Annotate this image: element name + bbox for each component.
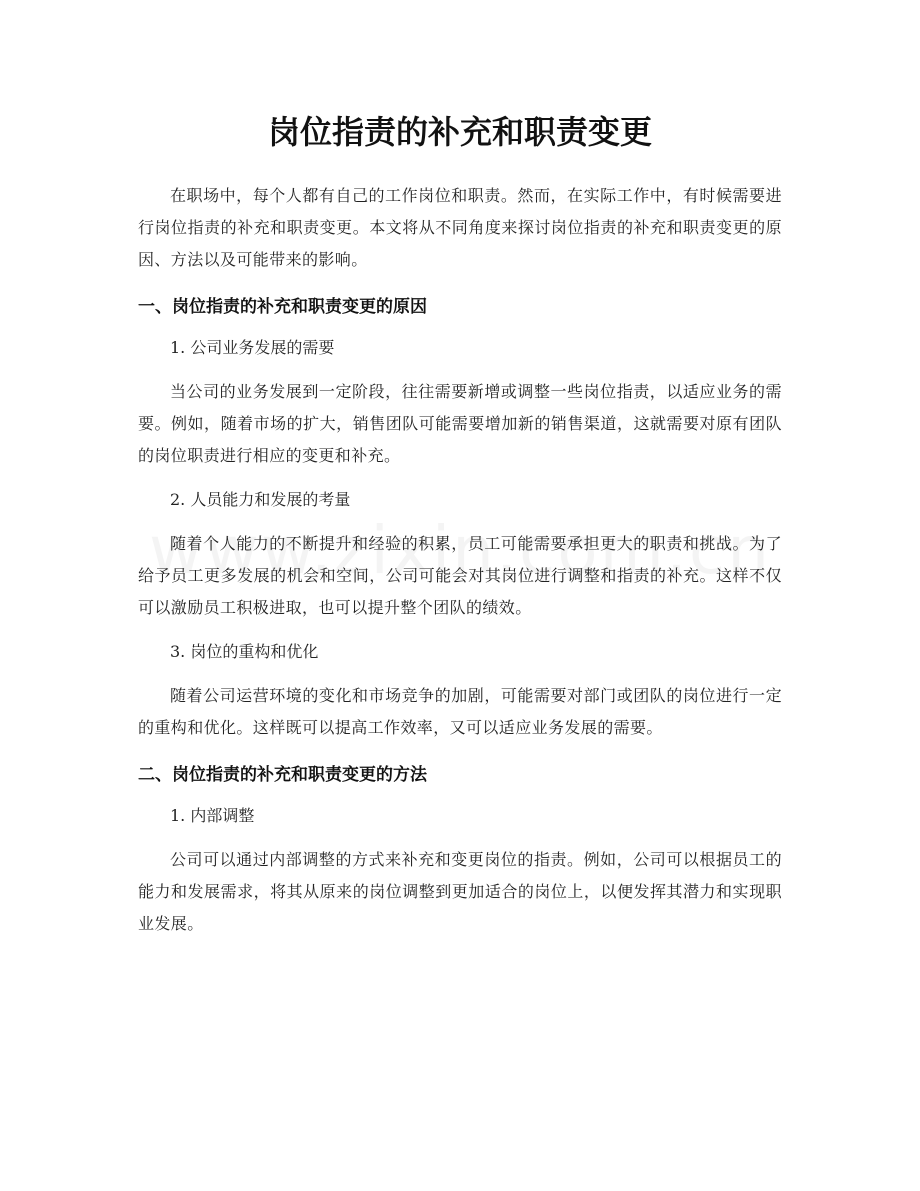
paragraph-2-1: 公司可以通过内部调整的方式来补充和变更岗位的指责。例如，公司可以根据员工的能力和发展需求，将其从原来的岗位调整到更加适合的岗位上，以便发挥其潜力和实现职业发展。	[138, 850, 782, 933]
paragraph-1-2: 随着个人能力的不断提升和经验的积累，员工可能需要承担更大的职责和挑战。为了给予员工更多发展的机会和空间，公司可能会对其岗位进行调整和指责的补充。这样不仅可以激励员工积极进取，也可以提升整个团队的绩效。	[138, 534, 782, 617]
subheading-1-2: 2. 人员能力和发展的考量	[170, 490, 351, 509]
document-title: 岗位指责的补充和职责变更	[267, 113, 652, 151]
section-heading-1: 一、岗位指责的补充和职责变更的原因	[138, 297, 427, 317]
document-body	[138, 180, 782, 940]
paragraph-1-1: 当公司的业务发展到一定阶段，往往需要新增或调整一些岗位指责，以适应业务的需要。例如，随着市场的扩大，销售团队可能需要增加新的销售渠道，这就需要对原有团队的岗位职责进行相应的变更和补充。	[138, 382, 782, 465]
subheading-1-3: 3. 岗位的重构和优化	[170, 642, 319, 661]
section-heading-2: 二、岗位指责的补充和职责变更的方法	[138, 765, 427, 785]
subheading-2-1: 1. 内部调整	[170, 806, 255, 825]
subheading-1-1: 1. 公司业务发展的需要	[170, 338, 335, 357]
intro-paragraph: 在职场中，每个人都有自己的工作岗位和职责。然而，在实际工作中，有时候需要进行岗位指责的补充和职责变更。本文将从不同角度来探讨岗位指责的补充和职责变更的原因、方法以及可能带来的影响。	[138, 186, 782, 269]
paragraph-1-3: 随着公司运营环境的变化和市场竞争的加剧，可能需要对部门或团队的岗位进行一定的重构和优化。这样既可以提高工作效率，又可以适应业务发展的需要。	[138, 686, 782, 737]
